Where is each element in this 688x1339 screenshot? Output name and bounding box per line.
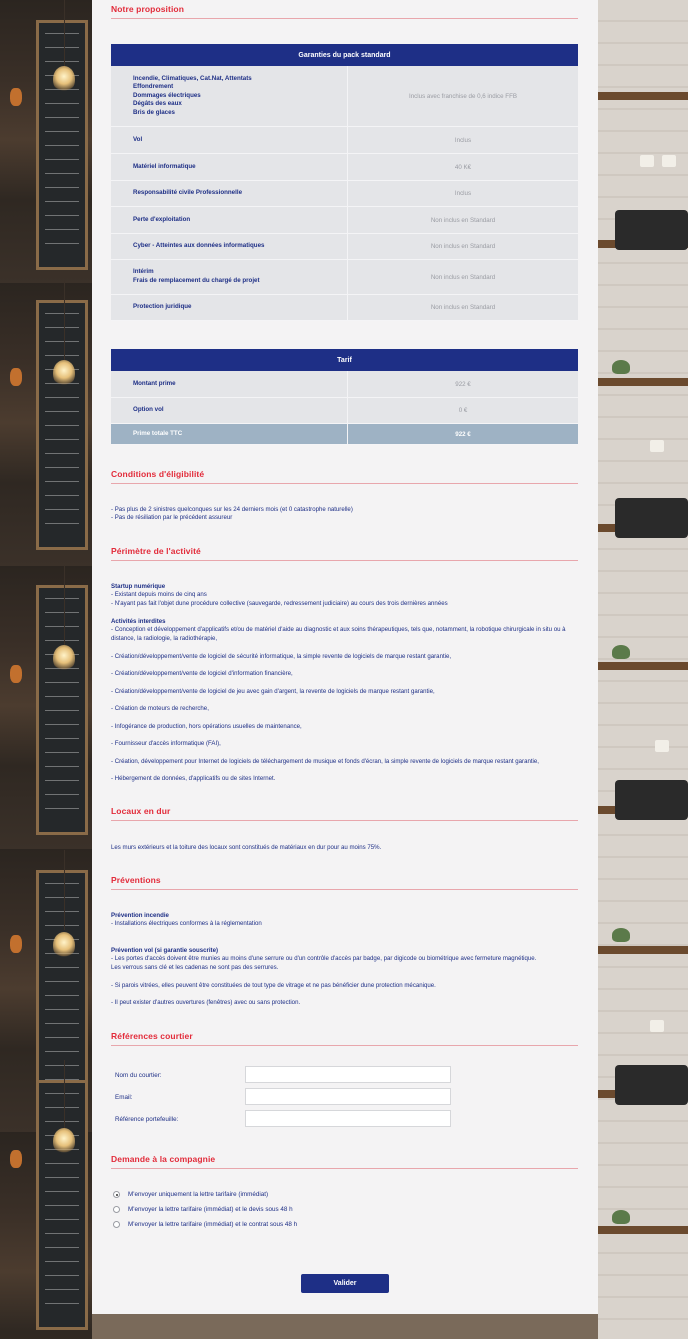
chalkboard-image (36, 585, 88, 835)
interdites-line: - Création de moteurs de recherche, (111, 705, 209, 712)
garanties-row (111, 181, 578, 207)
interdites-line: - Fournisseur d'accès informatique (FAI), (111, 740, 221, 747)
demande-option-label: M'envoyer uniquement la lettre tarifaire (immédiat) (128, 1191, 269, 1198)
radio-button[interactable] (113, 1221, 120, 1228)
nom-courtier-input[interactable] (245, 1066, 451, 1083)
prevention-vitrees: - Si parois vitrées, elles peuvent être constituées de tout type de vitrage et ne pas bénéficier dune protection mécanique. (111, 982, 436, 989)
interdites-line: - Création/développement/vente de logiciel de sécurité informatique, la simple revente de logiciels de marque restant garantie, (111, 653, 452, 660)
prevention-incendie-line: - Installations électriques conformes à la réglementation (111, 920, 262, 928)
garanties-label-line: Incendie, Climatiques, Cat.Nat, Attentats (133, 74, 252, 82)
tarif-total-value: 922 € (347, 424, 578, 444)
section-title-demande: Demande à la compagnie (111, 1154, 216, 1164)
garanties-row-value: Inclus (347, 127, 578, 153)
garanties-row (111, 207, 578, 234)
tarif-row-montant (111, 371, 578, 398)
light-bulb-icon (10, 88, 22, 106)
eligibilite-line: - Pas de résiliation par le précédent assureur (111, 514, 233, 522)
section-divider (111, 820, 578, 821)
demande-option-label: M'envoyer la lettre tarifaire (immédiat) et le devis sous 48 h (128, 1206, 293, 1213)
garanties-row-value: Non inclus en Standard (347, 295, 578, 320)
interdites-line: - Création/développement/vente de logiciel de jeu avec gain d'argent, la revente de logiciels de marque restant garantie, (111, 688, 435, 695)
garanties-label-line: Matériel informatique (133, 162, 196, 170)
reference-portefeuille-label: Référence portefeuille: (115, 1116, 179, 1123)
tarif-row-value: 0 € (347, 398, 578, 423)
prevention-vol-line: - Les portes d'accès doivent être munies au moins d'une serrure ou d'un contrôle d'accès par badge, par digicode ou biométrique avec fermeture magnétique. (111, 955, 537, 963)
garanties-row-value: Inclus avec franchise de 0,6 indice FFB (347, 66, 578, 126)
garanties-row (111, 154, 578, 181)
light-bulb-icon (53, 932, 75, 958)
prevention-incendie-title: Prévention incendie (111, 912, 169, 919)
email-input[interactable] (245, 1088, 451, 1105)
interdites-line: - Infogérance de production, hors opérations usuelles de maintenance, (111, 723, 302, 730)
garanties-row-label (133, 66, 252, 126)
garanties-row-value: Inclus (347, 181, 578, 206)
garanties-table-header: Garanties du pack standard (111, 44, 578, 66)
garanties-label-line: Intérim (133, 268, 154, 276)
garanties-row-label (133, 154, 196, 180)
startup-line: - N'ayant pas fait l'objet dune procédure collective (sauvegarde, redressement judiciaire) au cours des trois dernières années (111, 599, 448, 607)
chalkboard-image (36, 20, 88, 270)
garanties-label-line: Perte d'exploitation (133, 215, 191, 223)
eligibilite-line: - Pas plus de 2 sinistres quelconques sur les 24 derniers mois (et 0 catastrophe naturelle) (111, 506, 353, 513)
coffee-machine-image (615, 1065, 688, 1105)
interdites-line: - Création/développement/vente de logiciel d'information financière, (111, 670, 293, 677)
startup-title: Startup numérique (111, 583, 166, 590)
garanties-label-line: Dommages électriques (133, 91, 201, 99)
section-title-preventions: Préventions (111, 875, 161, 885)
garanties-label-line: Dégâts des eaux (133, 100, 182, 108)
tarif-row-total (111, 424, 578, 445)
section-divider (111, 1168, 578, 1169)
section-divider (111, 560, 578, 561)
interdites-line: - Hébergement de données, d'applicatifs ou de sites Internet. (111, 775, 276, 782)
interdites-line: - Création, développement pour Internet de logiciels de téléchargement de musique et fonds d'écran, la simple revente de logiciels de marque restant garantie, (111, 758, 539, 765)
interdites-text (111, 618, 581, 643)
section-title-locaux: Locaux en dur (111, 806, 171, 816)
garanties-row-value: 40 K€ (347, 154, 578, 180)
light-bulb-icon (10, 935, 22, 953)
prevention-incendie (111, 912, 581, 929)
perimetre-text (111, 583, 581, 608)
prevention-vol (111, 947, 581, 972)
radio-button[interactable] (113, 1191, 120, 1198)
tarif-row-label: Montant prime (133, 379, 176, 387)
tarif-total-label: Prime totale TTC (133, 429, 183, 437)
section-title-proposition: Notre proposition (111, 4, 184, 14)
garanties-row-value: Non inclus en Standard (347, 234, 578, 259)
garanties-label-line: Bris de glaces (133, 108, 175, 116)
section-divider (111, 1045, 578, 1046)
garanties-row (111, 66, 578, 127)
garanties-label-line: Frais de remplacement du chargé de projet (133, 277, 260, 284)
light-bulb-icon (10, 1150, 22, 1168)
chalkboard-image (36, 300, 88, 550)
tarif-row-value: 922 € (347, 371, 578, 397)
coffee-machine-image (615, 210, 688, 250)
demande-option-label: M'envoyer la lettre tarifaire (immédiat) et le contrat sous 48 h (128, 1221, 298, 1228)
tarif-table-header: Tarif (111, 349, 578, 371)
reference-portefeuille-input[interactable] (245, 1110, 451, 1127)
locaux-text: Les murs extérieurs et la toiture des locaux sont constitués de matériaux en dur pour au moins 75%. (111, 844, 382, 851)
coffee-machine-image (615, 498, 688, 538)
garanties-row-value: Non inclus en Standard (347, 207, 578, 233)
chalkboard-image (36, 1080, 88, 1330)
garanties-row-value: Non inclus en Standard (347, 260, 578, 294)
light-bulb-icon (10, 368, 22, 386)
garanties-row (111, 260, 578, 295)
garanties-row (111, 234, 578, 260)
garanties-row-label (133, 207, 190, 233)
interdites-title: Activités interdites (111, 618, 166, 625)
nom-courtier-label: Nom du courtier: (115, 1072, 162, 1079)
radio-button[interactable] (113, 1206, 120, 1213)
section-divider (111, 18, 578, 19)
prevention-ouvertures: - Il peut exister d'autres ouvertures (fenêtres) avec ou sans protection. (111, 999, 301, 1006)
garanties-row-label (133, 127, 142, 153)
light-bulb-icon (53, 360, 75, 386)
garanties-label-line: Effondrement (133, 83, 174, 91)
garanties-row (111, 295, 578, 321)
demande-option-devis[interactable] (113, 1206, 293, 1213)
garanties-label-line: Protection juridique (133, 303, 192, 311)
prevention-vol-line: Les verrous sans clé et les cadenas ne sont pas des serrures. (111, 963, 279, 971)
garanties-row-label (133, 181, 242, 206)
section-divider (111, 889, 578, 890)
demande-option-contrat[interactable] (113, 1221, 297, 1228)
email-label: Email: (115, 1094, 133, 1101)
startup-line: - Existant depuis moins de cinq ans (111, 591, 207, 599)
section-title-perimetre: Périmètre de l'activité (111, 546, 201, 556)
tarif-row-option-vol (111, 398, 578, 424)
garanties-row-label (133, 295, 191, 320)
garanties-label-line: Vol (133, 135, 143, 143)
valider-button[interactable]: Valider (301, 1274, 389, 1293)
section-divider (111, 483, 578, 484)
light-bulb-icon (53, 1128, 75, 1154)
garanties-row-label (133, 260, 260, 294)
coffee-machine-image (615, 780, 688, 820)
prevention-vol-title: Prévention vol (si garantie souscrite) (111, 947, 219, 954)
garanties-row-label (133, 234, 264, 259)
light-bulb-icon (53, 645, 75, 671)
interdites-line: - Conception et développement d'applicatifs et/ou de matériel d'aide au diagnostic et aux soins thérapeutiques, tels que, notamment, la robotique chirurgicale in situ ou à distance, la radiologie, la radiothérapie, (111, 626, 566, 642)
light-bulb-icon (10, 665, 22, 683)
garanties-label-line: Responsabilité civile Professionnelle (133, 189, 243, 197)
garanties-row (111, 127, 578, 154)
section-title-eligibilite: Conditions d'éligibilité (111, 469, 205, 479)
demande-option-lettre[interactable] (113, 1191, 268, 1198)
tarif-row-label: Option vol (133, 406, 164, 414)
eligibilite-text (111, 506, 581, 523)
light-bulb-icon (53, 66, 75, 92)
garanties-label-line: Cyber - Atteintes aux données informatiques (133, 242, 265, 250)
section-title-references: Références courtier (111, 1031, 193, 1041)
